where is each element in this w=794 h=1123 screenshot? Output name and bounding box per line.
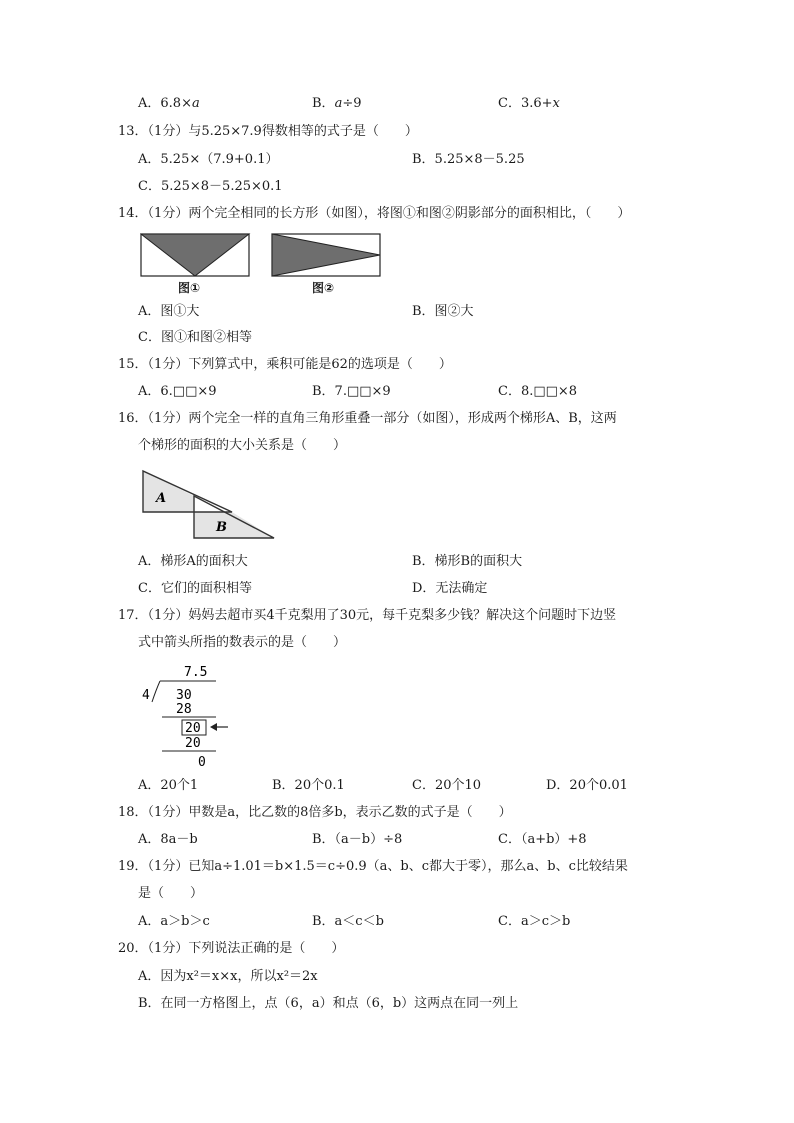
q12-option-b: B．a÷9	[312, 96, 362, 111]
trapezoid-a-label: A	[156, 491, 167, 506]
q13-option-a: A．5.25×（7.9+0.1）	[138, 152, 279, 167]
q16-option-c: C．它们的面积相等	[138, 581, 252, 596]
q14-stem: 14．（1分）两个完全相同的长方形（如图），将图①和图②阴影部分的面积相比，（ ）	[118, 206, 631, 221]
q17-stem-line-1: 17．（1分）妈妈去超市买4千克梨用了30元，每千克梨多少钱？解决这个问题时下边竖	[118, 608, 617, 623]
division-quotient: 7.5	[184, 665, 208, 680]
q14-option-a: A．图①大	[138, 304, 200, 319]
division-step-1: 28	[176, 702, 192, 717]
q17-option-d: D．20个0.01	[546, 778, 628, 793]
q16-option-b: B．梯形B的面积大	[412, 554, 523, 569]
q18-option-c: C．（a+b）+8	[498, 832, 587, 847]
q13-option-b: B．5.25×8－5.25	[412, 152, 525, 167]
q12-option-a: A．6.8×a	[138, 96, 200, 111]
q16-option-a: A．梯形A的面积大	[138, 554, 248, 569]
division-divisor: 4	[142, 688, 150, 703]
q18-option-a: A．8a－b	[138, 832, 198, 847]
division-remainder: 0	[198, 755, 206, 770]
q15-option-a: A．6.□□×9	[138, 384, 217, 399]
q14-option-b: B．图②大	[412, 304, 474, 319]
q14-figure-2-label: 图②	[312, 281, 335, 295]
q19-option-b: B．a＜c＜b	[312, 914, 384, 929]
q16-overlap-triangles-figure	[140, 468, 280, 544]
q14-option-c: C．图①和图②相等	[138, 330, 252, 345]
arrow-icon	[210, 723, 217, 731]
q17-long-division	[138, 660, 238, 772]
q20-stem: 20．（1分）下列说法正确的是（ ）	[118, 941, 345, 956]
q16-stem-line-2: 个梯形的面积的大小关系是（ ）	[138, 438, 347, 453]
q16-stem-line-1: 16．（1分）两个完全一样的直角三角形重叠一部分（如图），形成两个梯形A、B，这两	[118, 411, 617, 426]
division-step-2: 20	[185, 721, 201, 736]
trapezoid-b-label: B	[216, 520, 227, 535]
q15-option-b: B．7.□□×9	[312, 384, 391, 399]
q17-option-b: B．20个0.1	[272, 778, 345, 793]
q20-option-a: A．因为x²＝x×x，所以x²＝2x	[138, 969, 318, 984]
q20-option-b: B．在同一方格图上，点（6，a）和点（6，b）这两点在同一列上	[138, 996, 519, 1011]
q13-stem: 13．（1分）与5.25×7.9得数相等的式子是（ ）	[118, 124, 418, 139]
trapezoid-b-shade	[194, 512, 274, 538]
division-bracket	[152, 681, 160, 702]
division-dividend: 30	[176, 688, 192, 703]
q19-option-c: C．a＞c＞b	[498, 914, 571, 929]
q18-stem: 18．（1分）甲数是a，比乙数的8倍多b，表示乙数的式子是（ ）	[118, 805, 512, 820]
q19-stem-line-1: 19．（1分）已知a÷1.01＝b×1.5＝c÷0.9（a、b、c都大于零），那么a、b、c比较结果	[118, 859, 628, 874]
q17-option-a: A．20个1	[138, 778, 199, 793]
q19-stem-line-2: 是（ ）	[138, 886, 204, 901]
q15-option-c: C．8.□□×8	[498, 384, 578, 399]
q12-option-c: C．3.6+x	[498, 96, 560, 111]
q15-stem: 15．（1分）下列算式中，乘积可能是62的选项是（ ）	[118, 357, 452, 372]
q19-option-a: A．a＞b＞c	[138, 914, 210, 929]
q18-option-b: B．（a－b）÷8	[312, 832, 403, 847]
q14-figure-1	[140, 233, 252, 279]
q16-option-d: D．无法确定	[412, 581, 488, 596]
division-step-3: 20	[185, 736, 201, 751]
q17-stem-line-2: 式中箭头所指的数表示的是（ ）	[138, 635, 347, 650]
q17-option-c: C．20个10	[412, 778, 482, 793]
q13-option-c: C．5.25×8－5.25×0.1	[138, 179, 283, 194]
q14-figure-1-label: 图①	[178, 281, 201, 295]
q14-figure-2	[271, 233, 383, 279]
